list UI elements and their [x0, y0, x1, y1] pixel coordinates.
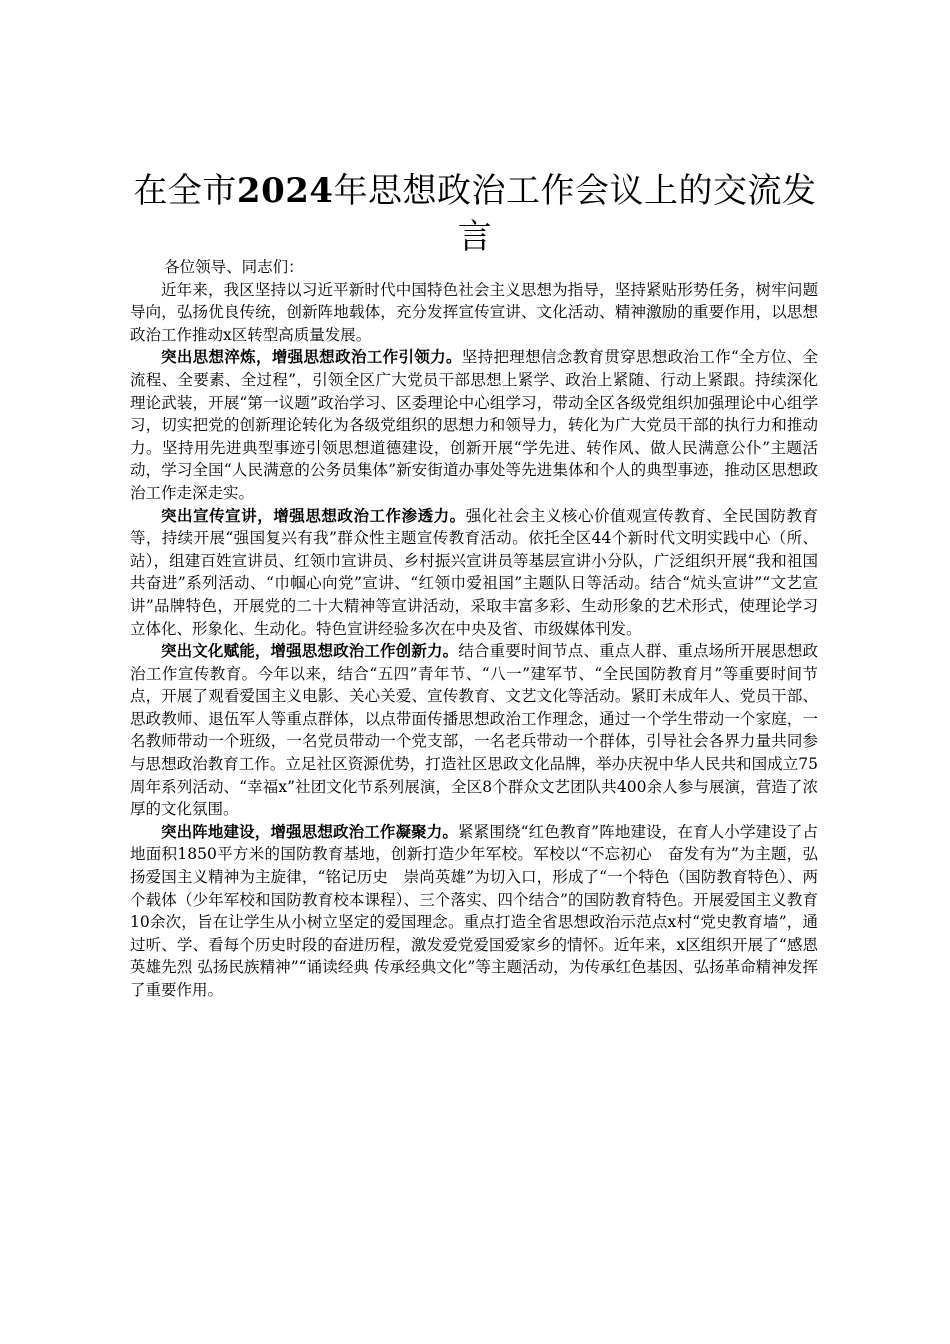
- section-heading-1: 突出思想淬炼，增强思想政治工作引领力。: [161, 347, 462, 367]
- title-suffix: 年思想政治工作会议上的交流发言: [333, 171, 817, 257]
- intro-paragraph: 近年来，我区坚持以习近平新时代中国特色社会主义思想为指导，坚持紧贴形势任务，树牢问题导向，弘扬优良传统，创新阵地载体，充分发挥宣传宣讲、文化活动、精神激励的重要作用，以思想政治工作推动x区转型高质量发展。: [130, 280, 818, 344]
- document-title: [130, 168, 820, 260]
- section-paragraph-4: [130, 821, 818, 1002]
- section-text-1: 坚持把理想信念教育贯穿思想政治工作“全方位、全流程、全要素、全过程”，引领全区广大党员干部思想上紧学、政治上紧随、行动上紧跟。持续深化理论武装，开展“第一议题”政治学习、区委理论中心组学习，带动全区各级党组织加强理论中心组学习，切实把党的创新理论转化为各级党组织的思想力和领导力，转化为广大党员干部的执行力和推动力。坚持用先进典型事迹引领思想道德建设，创新开展“学先进、转作风、做人民满意公仆”主题活动，学习全国“人民满意的公务员集体”新安街道办事处等先进集体和个人的典型事迹，推动区思想政治工作走深走实。: [130, 348, 818, 502]
- document-body: [130, 256, 818, 1002]
- section-text-3: 结合重要时间节点、重点人群、重点场所开展思想政治工作宣传教育。今年以来，结合“五四”青年节、“八一”建军节、“全民国防教育月”等重要时间节点，开展了观看爱国主义电影、关心关爱、宣传教育、文艺文化等活动。紧盯未成年人、党员干部、思政教师、退伍军人等重点群体，以点带面传播思想政治工作理念，通过一个学生带动一个家庭，一名教师带动一个班级，一名党员带动一个党支部，一名老兵带动一个群体，引导社会各界力量共同参与思想政治教育工作。立足社区资源优势，打造社区思政文化品牌，举办庆祝中华人民共和国成立75周年系列活动、“幸福x”社团文化节系列展演，全区8个群众文艺团队共400余人参与展演，营造了浓厚的文化氛围。: [130, 642, 818, 819]
- section-text-2: 强化社会主义核心价值观宣传教育、全民国防教育等，持续开展“强国复兴有我”群众性主题宣传教育活动。依托全区44个新时代文明实践中心（所、站），组建百姓宣讲员、红领巾宣讲员、乡村振兴宣讲员等基层宣讲小分队，广泛组织开展“我和祖国共奋进”系列活动、“巾帼心向党”宣讲、“红领巾爱祖国”主题队日等活动。结合“炕头宣讲”“文艺宣讲”品牌特色，开展党的二十大精神等宣讲活动，采取丰富多彩、生动形象的艺术形式，使理论学习立体化、形象化、生动化。特色宣讲经验多次在中央及省、市级媒体刊发。: [130, 506, 818, 638]
- section-paragraph-3: [130, 640, 818, 821]
- section-paragraph-1: [130, 346, 818, 504]
- section-heading-2: 突出宣传宣讲，增强思想政治工作渗透力。: [161, 505, 466, 525]
- section-heading-3: 突出文化赋能，增强思想政治工作创新力。: [161, 641, 459, 661]
- title-prefix: 在全市: [133, 171, 237, 211]
- section-text-4: 紧紧围绕“红色教育”阵地建设，在育人小学建设了占地面积1850平方米的国防教育基地，创新打造少年军校。军校以“不忘初心 奋发有为”为主题，弘扬爱国主义精神为主旋律，“铭记历史 崇尚英雄”为切入口，形成了“一个特色（国防教育特色）、两个载体（少年军校和国防教育校本课程）、三个落实、四个结合”的国防教育特色。开展爱国主义教育10余次，旨在让学生从小树立坚定的爱国理念。重点打造全省思想政治示范点x村“党史教育墙”，通过听、学、看每个历史时段的奋进历程，激发爱党爱国爱家乡的情怀。近年来，x区组织开展了“感恩英雄先烈 弘扬民族精神”“诵读经典 传承经典文化”等主题活动，为传承红色基因、弘扬革命精神发挥了重要作用。: [130, 822, 818, 999]
- section-paragraph-2: [130, 505, 818, 641]
- title-year: 2024: [236, 171, 334, 211]
- section-heading-4: 突出阵地建设，增强思想政治工作凝聚力。: [161, 821, 459, 841]
- salutation: 各位领导、同志们：: [164, 258, 304, 276]
